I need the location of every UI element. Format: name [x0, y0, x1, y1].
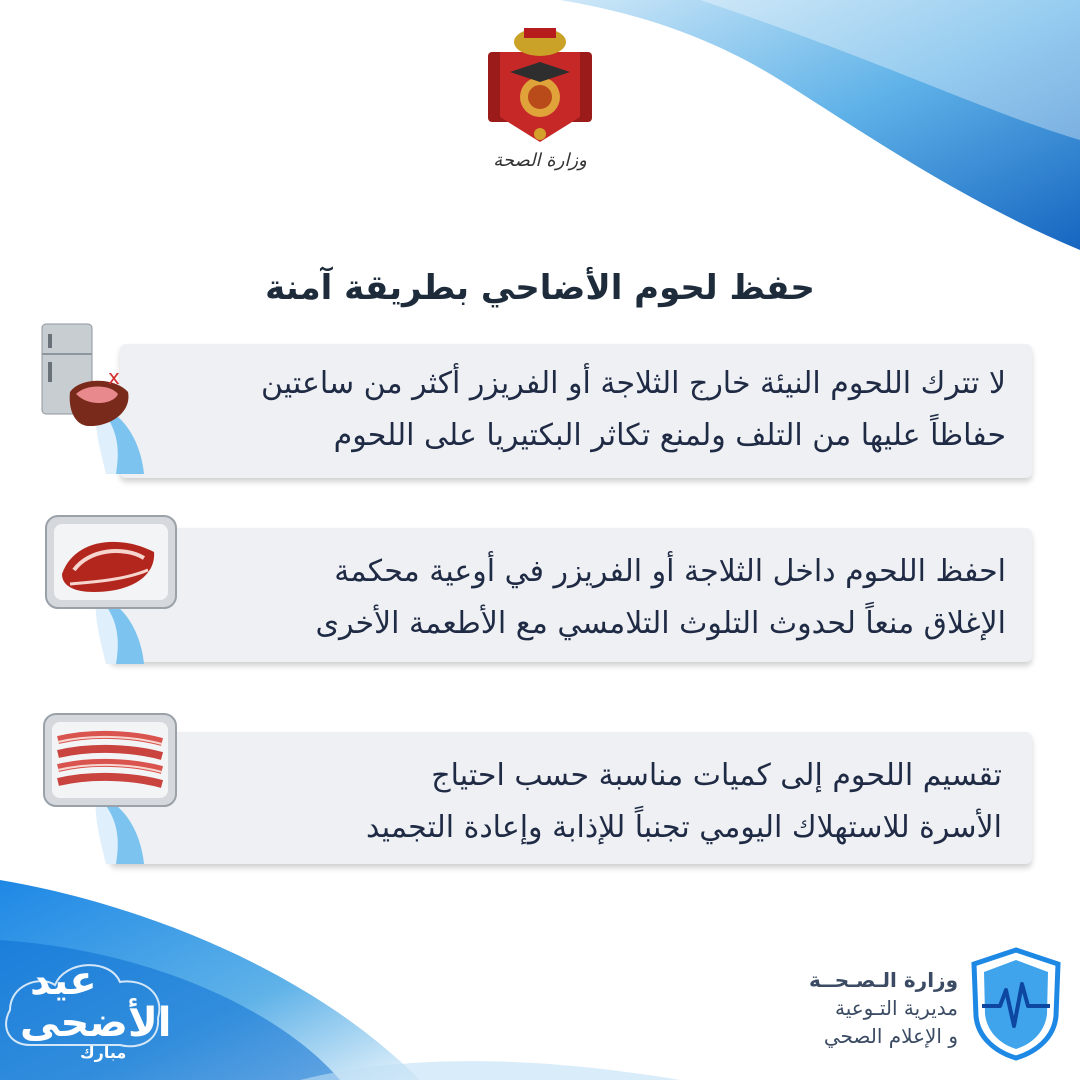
page-title: حفظ لحوم الأضاحي بطريقة آمنة — [265, 268, 815, 308]
tip-card-2 — [110, 528, 1032, 662]
tip-3-line-1: تقسيم اللحوم إلى كميات مناسبة حسب احتياج — [431, 758, 1002, 793]
eid-line-3: مبارك — [80, 1043, 127, 1062]
footer-directorate: مديرية التـوعية — [834, 996, 958, 1020]
fridge-and-raw-meat-with-x-icon — [40, 322, 140, 434]
tip-card-1 — [120, 344, 1032, 478]
tip-text-3 — [366, 750, 1002, 854]
footer-ministry-name: وزارة الـصـحــة — [808, 968, 958, 992]
tip-3-line-2: الأسرة للاستهلاك اليومي تجنباً للإذابة وإعادة التجميد — [366, 810, 1002, 845]
sealed-meat-container-icon — [44, 514, 178, 610]
svg-text:x: x — [108, 365, 120, 389]
footer-department: و الإعلام الصحي — [823, 1024, 958, 1048]
tip-1-line-1: لا تترك اللحوم النيئة خارج الثلاجة أو الفريزر أكثر من ساعتين — [261, 366, 1006, 401]
ministry-signature: وزارة الصحة — [493, 150, 587, 171]
tip-2-line-2: الإغلاق منعاً لحدوث التلوث التلامسي مع الأطعمة الأخرى — [315, 606, 1006, 641]
tip-1-line-2: حفاظاً عليها من التلف ولمنع تكاثر البكتيريا على اللحوم — [333, 418, 1006, 453]
tip-2-line-1: احفظ اللحوم داخل الثلاجة أو الفريزر في أوعية محكمة — [334, 554, 1006, 589]
eid-line-2: الأضحى — [20, 1000, 172, 1046]
portioned-meat-tray-icon — [42, 712, 178, 808]
tip-text-2 — [315, 546, 1006, 650]
eid-line-1: عيد — [30, 958, 97, 1004]
footer-ministry-info — [809, 966, 958, 1050]
heartbeat-shield-icon — [970, 946, 1062, 1062]
royal-emblem-icon — [480, 22, 600, 152]
tip-text-1 — [261, 358, 1006, 462]
tip-card-3 — [110, 732, 1032, 864]
